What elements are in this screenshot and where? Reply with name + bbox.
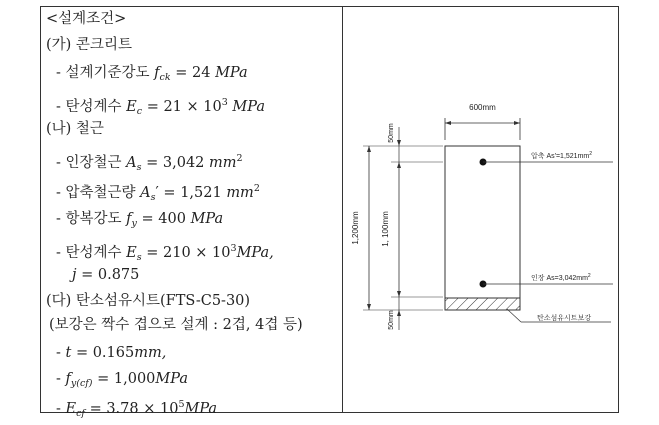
steel-heading: (나) 철근 (46, 121, 104, 137)
as-exponent: 2 (236, 153, 243, 164)
cfrp-strength-row (56, 370, 188, 393)
fycf-unit: MPa (155, 371, 189, 387)
fck-subscript: ck (159, 72, 171, 83)
fy-subscript: y (131, 218, 137, 229)
fy-unit: MPa (190, 211, 224, 227)
fck-unit: MPa (215, 65, 248, 81)
bottom-cover-label: 50mm (388, 310, 395, 330)
cfrp-sheet (445, 298, 520, 310)
total-height-dimension (351, 146, 371, 310)
as-prime-subscript: s (150, 192, 156, 203)
as-prime-unit: mm (226, 185, 254, 201)
bottom-cover-dimension (388, 297, 401, 330)
compression-rebar-label: 압축 $As'=1,521mm^2$ (531, 151, 593, 160)
t-unit: mm, (134, 345, 167, 361)
ecf-subscript: cf (76, 408, 85, 419)
yield-strength-label: - 항복강도 (56, 211, 122, 227)
beam-section-drawing (343, 7, 618, 412)
cfrp-strength-dash: - (56, 371, 61, 387)
cfrp-note: (보강은 짝수 겹으로 설계 : 2겹, 4겹 등) (49, 317, 303, 333)
as-symbol: A (126, 155, 137, 171)
t-symbol: t (65, 345, 72, 361)
compression-steel-row (56, 180, 260, 207)
tension-rebar-label: 인장 $As=3,042mm^2$ (531, 273, 591, 282)
as-prime-exponent: 2 (253, 183, 260, 194)
ec-symbol: E (126, 99, 137, 115)
ec-unit: MPa (232, 99, 265, 115)
as-unit: mm (209, 155, 237, 171)
concrete-heading: (가) 콘크리트 (46, 37, 132, 53)
as-prime-symbol: A (140, 185, 151, 201)
as-prime-value: ′ = 1,521 (155, 185, 222, 201)
es-exponent: 3 (230, 243, 237, 254)
cfrp-heading: (다) 탄소섬유시트(FTS-C5-30) (46, 293, 251, 309)
cfrp-modulus-row (56, 396, 217, 423)
concrete-modulus-row (56, 94, 265, 121)
tension-steel-label: - 인장철근 (56, 155, 122, 171)
top-cover-dimension (388, 123, 401, 162)
tension-steel-row (56, 150, 243, 177)
fck-value: = 24 (175, 65, 211, 81)
fy-symbol: f (126, 211, 132, 227)
ecf-exponent: 5 (178, 399, 185, 410)
ecf-unit: MPa (184, 401, 218, 417)
beam-section (445, 146, 520, 298)
section-title: <설계조건> (46, 11, 127, 27)
effective-depth-dimension (381, 162, 401, 297)
fycf-subscript: y(cf) (70, 378, 93, 389)
fy-value: = 400 (141, 211, 186, 227)
sheet-label: 탄소섬유시트보강 (537, 315, 592, 322)
j-value: = 0.875 (81, 267, 140, 283)
es-subscript: s (136, 252, 142, 263)
cfrp-modulus-dash: - (56, 401, 61, 417)
es-unit: MPa, (236, 245, 274, 261)
thickness-row (56, 344, 166, 362)
thickness-dash: - (56, 345, 61, 361)
width-label: 600mm (469, 103, 496, 112)
effective-depth-label: 1, 100mm (381, 211, 390, 247)
sheet-leader (507, 309, 521, 322)
yield-strength-row (56, 210, 223, 233)
fycf-value: = 1,000 (97, 371, 156, 387)
es-symbol: E (126, 245, 137, 261)
es-value: = 210 × 10 (146, 245, 231, 261)
as-subscript: s (136, 162, 142, 173)
as-value: = 3,042 (146, 155, 205, 171)
j-row (72, 266, 139, 284)
steel-modulus-row (56, 240, 274, 267)
concrete-strength-row (56, 64, 248, 87)
top-cover-label: 50mm (388, 123, 395, 143)
width-dimension (445, 103, 520, 140)
concrete-modulus-label: - 탄성계수 (56, 99, 122, 115)
total-height-label: 1,200mm (351, 211, 360, 245)
ecf-symbol: E (65, 401, 77, 417)
ecf-value: = 3.78 × 10 (89, 401, 179, 417)
compression-steel-label: - 압축철근량 (56, 185, 136, 201)
ec-value: = 21 × 10 (146, 99, 222, 115)
concrete-strength-label: - 설계기준강도 (56, 65, 150, 81)
fck-symbol: f (154, 65, 160, 81)
t-value: = 0.165 (75, 345, 135, 361)
ec-exponent: 3 (221, 97, 228, 108)
steel-modulus-label: - 탄성계수 (56, 245, 122, 261)
j-symbol: j (72, 267, 77, 283)
ec-subscript: c (136, 106, 143, 117)
fycf-symbol: f (65, 371, 71, 387)
